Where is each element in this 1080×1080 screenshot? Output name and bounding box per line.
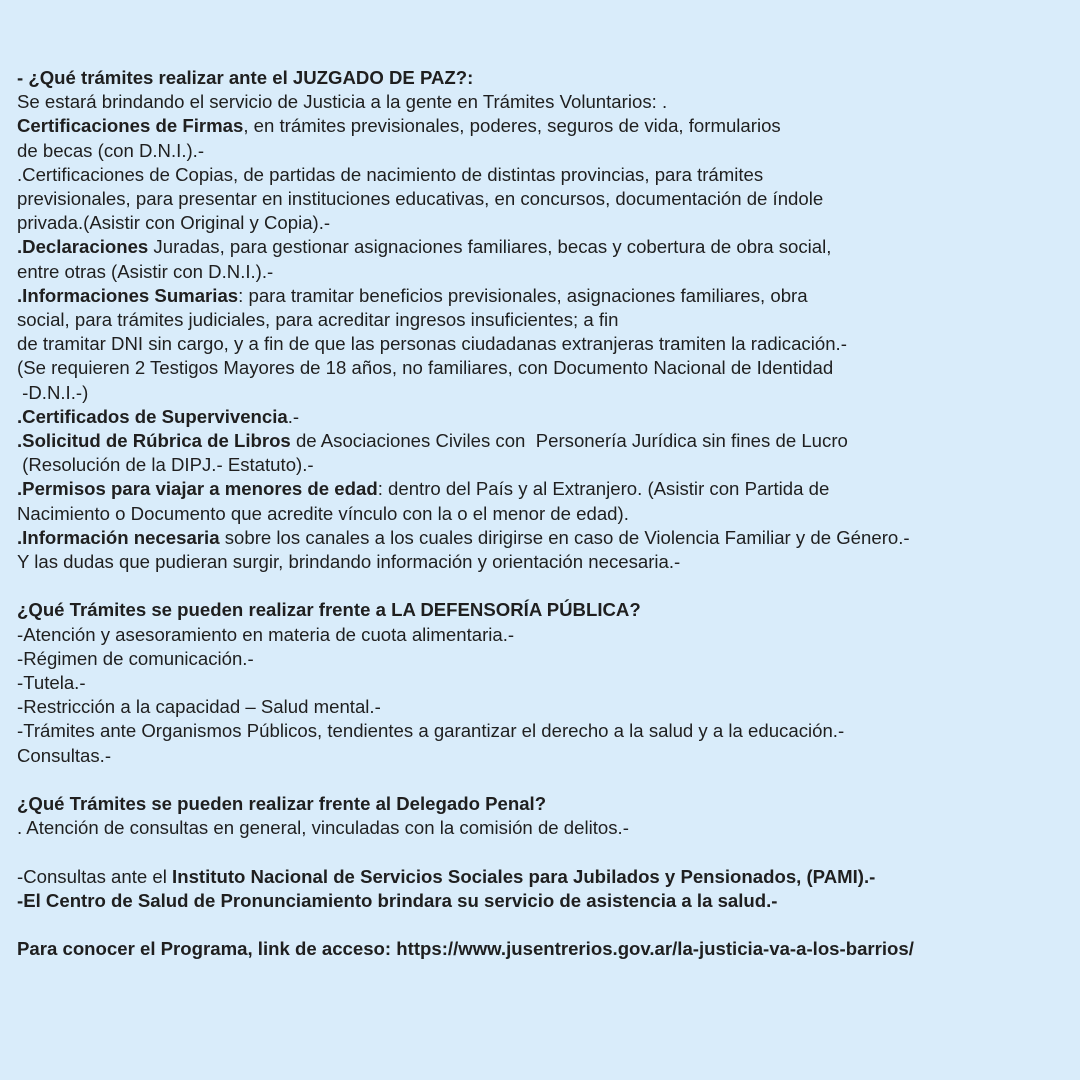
item-title: .Certificados de Supervivencia [17,405,288,427]
item-text-line: privada.(Asistir con Original y Copia).- [17,212,331,234]
defensoria-item: -Régimen de comunicación.- [17,647,254,669]
item-text: Juradas, para gestionar asignaciones familiares, becas y cobertura de obra social, [148,236,832,258]
defensoria-item: -Tutela.- [17,672,86,694]
pami-institution: Instituto Nacional de Servicios Sociales para Jubilados y Pensionados, (PAMI).- [172,865,876,887]
item-title: .Solicitud de Rúbrica de Libros [17,430,291,452]
item-informacion-necesaria [17,526,1080,550]
item-declaraciones [17,235,1080,259]
item-title: .Informaciones Sumarias [17,284,239,306]
section-spacer [17,574,1080,598]
item-text-line: social, para trámites judiciales, para acreditar ingresos insuficientes; a fin [17,309,619,331]
item-informaciones-sumarias [17,284,1080,308]
item-certificados-supervivencia [17,405,1080,429]
item-text-line: -D.N.I.-) [17,381,89,403]
item-text: : para tramitar beneficios previsionales, asignaciones familiares, obra [238,284,808,306]
section-spacer [17,768,1080,792]
item-text: : dentro del País y al Extranjero. (Asistir con Partida de [377,478,830,500]
delegado-item: . Atención de consultas en general, vinculadas con la comisión de delitos.- [17,817,629,839]
item-title: .Información necesaria [17,526,220,548]
defensoria-item: -Restricción a la capacidad – Salud mental.- [17,696,381,718]
item-rubrica-libros [17,429,1080,453]
item-text-line: previsionales, para presentar en instituciones educativas, en concursos, documentación de índole [17,188,824,210]
item-title: .Permisos para viajar a menores de edad [17,478,378,500]
defensoria-item: -Atención y asesoramiento en materia de cuota alimentaria.- [17,623,515,645]
defensoria-heading: ¿Qué Trámites se pueden realizar frente a LA DEFENSORÍA PÚBLICA? [17,599,641,621]
item-text: de Asociaciones Civiles con Personería Jurídica sin fines de Lucro [290,430,848,452]
delegado-heading: ¿Qué Trámites se pueden realizar frente al Delegado Penal? [17,793,547,815]
item-text-line: (Se requieren 2 Testigos Mayores de 18 años, no familiares, con Documento Nacional de Identidad [17,357,834,379]
item-text-line: Y las dudas que pudieran surgir, brindando información y orientación necesaria.- [17,551,681,573]
section-spacer [17,840,1080,864]
item-text-line: Nacimiento o Documento que acredite vínculo con la o el menor de edad). [17,502,629,524]
pami-line [17,865,1080,889]
pami-prefix: -Consultas ante el [17,865,173,887]
item-text: .- [287,405,300,427]
juzgado-intro: Se estará brindando el servicio de Justicia a la gente en Trámites Voluntarios: . [17,91,668,113]
item-text: sobre los canales a los cuales dirigirse en caso de Violencia Familiar y de Género.- [219,526,910,548]
item-text: , en trámites previsionales, poderes, seguros de vida, formularios [243,115,781,137]
item-certificaciones-firmas [17,114,1080,138]
item-text-line: de becas (con D.N.I.).- [17,139,205,161]
juzgado-heading: - ¿Qué trámites realizar ante el JUZGADO DE PAZ?: [17,67,474,88]
item-permisos-viajar [17,477,1080,501]
defensoria-item: Consultas.- [17,744,112,766]
defensoria-item: -Trámites ante Organismos Públicos, tendientes a garantizar el derecho a la salud y a la educación.- [17,720,845,742]
item-title: Certificaciones de Firmas [17,115,244,137]
programa-link[interactable]: Para conocer el Programa, link de acceso: https://www.jusentrerios.gov.ar/la-justicia-va-a-los-barrios/ [17,938,914,960]
item-text-line: (Resolución de la DIPJ.- Estatuto).- [17,454,314,476]
item-certificaciones-copias: .Certificaciones de Copias, de partidas de nacimiento de distintas provincias, para trámites [17,163,764,185]
item-text-line: entre otras (Asistir con D.N.I.).- [17,260,274,282]
document-body [17,66,1080,961]
item-title: .Declaraciones [17,236,149,258]
section-spacer [17,913,1080,937]
item-text-line: de tramitar DNI sin cargo, y a fin de que las personas ciudadanas extranjeras tramiten la radicación.- [17,333,847,355]
centro-salud-line: -El Centro de Salud de Pronunciamiento brindara su servicio de asistencia a la salud.- [17,889,778,911]
